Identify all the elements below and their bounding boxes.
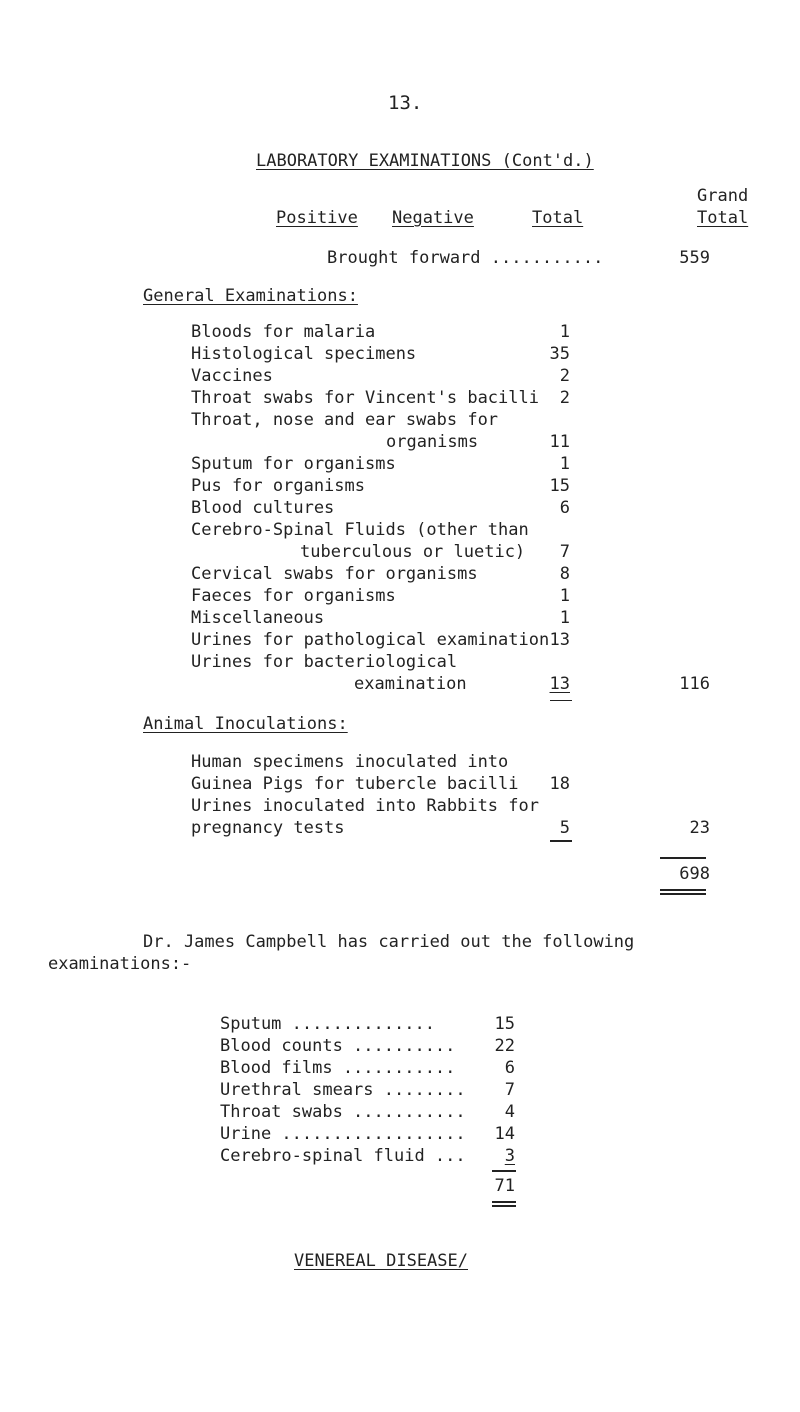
campbell-paragraph-line1: Dr. James Campbell has carried out the following	[143, 932, 635, 952]
list-item: Sputum ..............	[220, 1014, 435, 1034]
campbell-total-double-rule	[492, 1205, 516, 1207]
grand-total-double-rule	[660, 889, 706, 891]
list-item: Throat swabs ...........	[220, 1102, 466, 1122]
header-negative: Negative	[392, 208, 474, 228]
list-value: 8	[559, 564, 570, 584]
header-total: Total	[532, 208, 584, 228]
list-value: 4	[504, 1102, 515, 1122]
brought-forward-label: Brought forward ...........	[327, 248, 604, 268]
list-value: 1	[559, 322, 570, 342]
list-item: Blood cultures	[191, 498, 335, 518]
list-item: organisms	[386, 432, 479, 452]
list-value: 2	[559, 366, 570, 386]
list-value: 15	[549, 476, 570, 496]
list-value: 6	[559, 498, 570, 518]
campbell-total-rule	[492, 1170, 516, 1172]
campbell-total-double-rule	[492, 1201, 516, 1203]
list-item: Blood films ...........	[220, 1058, 456, 1078]
page-title: LABORATORY EXAMINATIONS (Cont'd.)	[256, 151, 594, 171]
list-item: Urines inoculated into Rabbits for	[191, 796, 539, 816]
list-item: Miscellaneous	[191, 608, 325, 628]
list-value: 5	[559, 818, 570, 838]
page-number: 13.	[388, 92, 423, 114]
animal-subtotal: 23	[689, 818, 710, 838]
list-item: Cervical swabs for organisms	[191, 564, 478, 584]
brought-forward-value: 559	[679, 248, 710, 268]
list-value: 1	[559, 608, 570, 628]
list-value: 35	[549, 344, 570, 364]
list-value: 15	[494, 1014, 515, 1034]
double-rule	[550, 700, 572, 701]
list-item: Throat, nose and ear swabs for	[191, 410, 499, 430]
general-heading: General Examinations:	[143, 286, 358, 306]
list-item: Human specimens inoculated into	[191, 752, 509, 772]
subtotal-rule	[550, 840, 572, 842]
list-item: Sputum for organisms	[191, 454, 396, 474]
list-item: pregnancy tests	[191, 818, 345, 838]
list-item: Cerebro-Spinal Fluids (other than	[191, 520, 529, 540]
list-value: 7	[504, 1080, 515, 1100]
list-value: 14	[494, 1124, 515, 1144]
grand-total-value: 698	[679, 864, 710, 884]
list-value: 6	[504, 1058, 515, 1078]
list-value: 11	[549, 432, 570, 452]
list-item: Faeces for organisms	[191, 586, 396, 606]
list-item: Urethral smears ........	[220, 1080, 466, 1100]
list-item: Bloods for malaria	[191, 322, 376, 342]
grand-total-double-rule	[660, 893, 706, 895]
list-item: tuberculous or luetic)	[300, 542, 526, 562]
list-value: 22	[494, 1036, 515, 1056]
list-value: 7	[559, 542, 570, 562]
list-item: examination	[354, 674, 467, 694]
list-item: Guinea Pigs for tubercle bacilli	[191, 774, 519, 794]
list-item: Pus for organisms	[191, 476, 365, 496]
general-subtotal: 116	[679, 674, 710, 694]
header-grand: Grand	[697, 186, 749, 206]
footer-catchword: VENEREAL DISEASE/	[294, 1251, 468, 1271]
header-positive: Positive	[276, 208, 358, 228]
list-item: Histological specimens	[191, 344, 417, 364]
campbell-total: 71	[494, 1176, 515, 1196]
list-item: Urines for pathological examination	[191, 630, 550, 650]
list-value: 13	[549, 630, 570, 650]
list-item: Cerebro-spinal fluid ...	[220, 1146, 466, 1166]
header-grand-total: Total	[697, 208, 749, 228]
campbell-paragraph-line2: examinations:-	[48, 954, 192, 974]
list-value: 3	[504, 1146, 515, 1166]
list-value: 1	[559, 586, 570, 606]
list-item: Vaccines	[191, 366, 273, 386]
list-value: 18	[549, 774, 570, 794]
list-item: Urine ..................	[220, 1124, 466, 1144]
list-item: Urines for bacteriological	[191, 652, 458, 672]
grand-total-rule	[660, 857, 706, 859]
list-value: 13	[549, 674, 570, 694]
list-value: 2	[559, 388, 570, 408]
list-item: Throat swabs for Vincent's bacilli	[191, 388, 539, 408]
list-value: 1	[559, 454, 570, 474]
list-item: Blood counts ..........	[220, 1036, 456, 1056]
animal-heading: Animal Inoculations:	[143, 714, 348, 734]
